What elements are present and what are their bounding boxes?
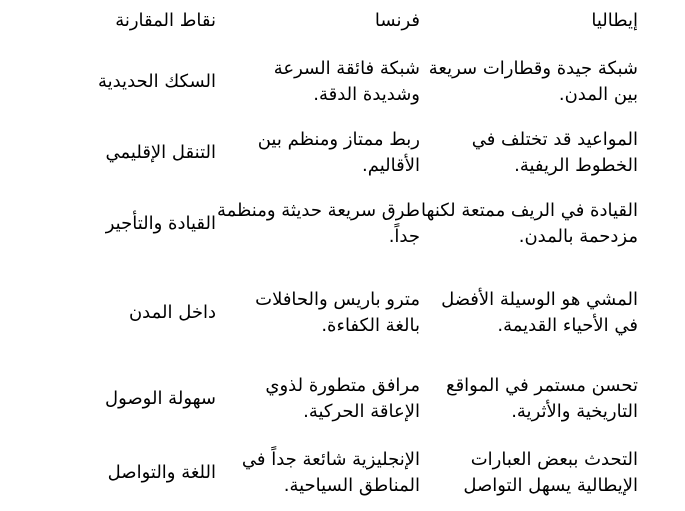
aspect-cell: داخل المدن <box>128 302 216 323</box>
aspect-cell: التنقل الإقليمي <box>105 142 216 163</box>
table-row <box>43 42 638 122</box>
header-france: فرنسا <box>374 10 420 31</box>
italy-cell: تحسن مستمر في المواقع التاريخية والأثرية. <box>445 375 638 422</box>
aspect-cell: سهولة الوصول <box>105 388 216 409</box>
italy-cell: شبكة جيدة وقطارات سريعة بين المدن. <box>428 58 638 105</box>
header-row <box>43 0 638 42</box>
aspect-cell: القيادة والتأجير <box>105 213 216 234</box>
france-cell: الإنجليزية شائعة جداً في المناطق السياحية. <box>241 449 420 496</box>
france-cell: شبكة فائقة السرعة وشديدة الدقة. <box>273 58 420 105</box>
table-row <box>43 264 638 362</box>
header-italy: إيطاليا <box>591 10 638 31</box>
table-row <box>43 436 638 510</box>
aspect-cell: اللغة والتواصل <box>107 462 216 483</box>
table-row <box>43 362 638 436</box>
header-comparison-points: نقاط المقارنة <box>115 10 216 31</box>
france-cell: مرافق متطورة لذوي الإعاقة الحركية. <box>265 375 420 422</box>
italy-cell: المواعيد قد تختلف في الخطوط الريفية. <box>471 129 638 176</box>
italy-cell: المشي هو الوسيلة الأفضل في الأحياء القديمة. <box>441 289 638 336</box>
table-row <box>43 184 638 264</box>
france-cell: مترو باريس والحافلات بالغة الكفاءة. <box>255 289 420 336</box>
italy-cell: التحدث ببعض العبارات الإيطالية يسهل التواصل <box>463 449 638 496</box>
france-cell: طرق سريعة حديثة ومنظمة جداً. <box>216 200 420 247</box>
comparison-table <box>43 0 638 510</box>
table-row <box>43 122 638 184</box>
italy-cell: القيادة في الريف ممتعة لكنها مزدحمة بالمدن. <box>421 200 638 247</box>
aspect-cell: السكك الحديدية <box>97 71 216 92</box>
france-cell: ربط ممتاز ومنظم بين الأقاليم. <box>257 129 420 176</box>
